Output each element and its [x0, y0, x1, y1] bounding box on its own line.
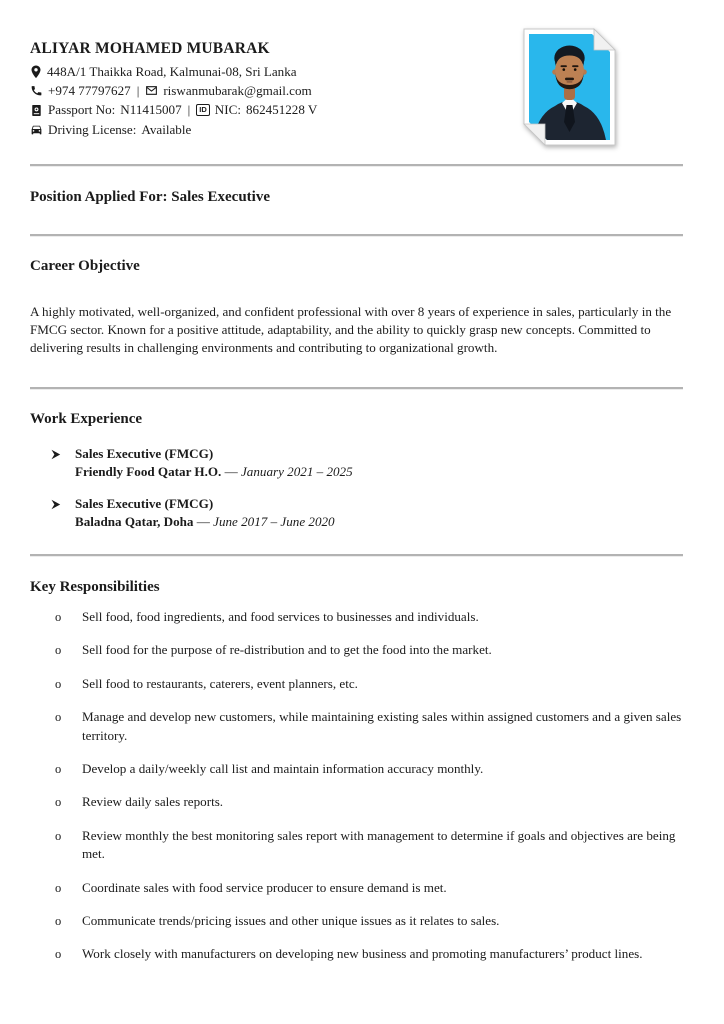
circle-bullet: o	[55, 762, 62, 777]
nic-number: 862451228 V	[245, 102, 318, 118]
work-experience-item	[30, 495, 670, 532]
circle-bullet: o	[55, 676, 62, 691]
work-experience-heading: Work Experience	[30, 411, 143, 427]
responsibility-text: Work closely with manufacturers on developing new business and promoting manufacturers’ product lines.	[82, 946, 643, 962]
key-responsibilities-list	[30, 608, 684, 979]
dash: —	[196, 514, 210, 530]
responsibility-item	[30, 879, 684, 897]
divider	[30, 387, 683, 389]
passport-number: N11415007	[120, 102, 182, 118]
location-pin-icon	[30, 65, 42, 79]
responsibility-text: Manage and develop new customers, while maintaining existing sales within assigned customers and a given sales territory.	[82, 709, 682, 743]
responsibility-text: Communicate trends/pricing issues and other unique issues as it relates to sales.	[82, 913, 500, 929]
responsibility-text: Develop a daily/weekly call list and maintain information accuracy monthly.	[82, 761, 484, 777]
circle-bullet: o	[55, 914, 62, 929]
phone-email-line	[30, 81, 317, 100]
separator: |	[136, 82, 140, 98]
position-applied-value: Sales Executive	[171, 189, 271, 205]
dates: June 2017 – June 2020	[213, 514, 335, 530]
header	[30, 40, 317, 139]
email-icon	[145, 84, 158, 97]
passport-icon	[30, 104, 43, 117]
driving-label: Driving License:	[48, 121, 137, 137]
phone-number: +974 77797627	[48, 82, 131, 98]
responsibility-item	[30, 708, 684, 745]
driving-license-line	[30, 120, 317, 139]
responsibility-item	[30, 793, 684, 811]
career-objective-heading: Career Objective	[30, 258, 140, 274]
company: Baladna Qatar, Doha	[75, 514, 194, 530]
career-objective-text: A highly motivated, well-organized, and confident professional with over 8 years of experience in sales, particularly in the FMCG sector. Known for a positive attitude, adaptability, and the ability to quickly grasp new concepts. Committed to delivering results in challenging environments and contributing to organizational growth.	[30, 304, 672, 356]
passport-label: Passport No:	[48, 102, 116, 118]
address-text: 448A/1 Thaikka Road, Kalmunai-08, Sri Lanka	[47, 63, 297, 79]
profile-photo	[521, 26, 618, 148]
driving-value: Available	[141, 121, 192, 137]
responsibility-item	[30, 641, 684, 659]
nic-label: NIC:	[214, 102, 241, 118]
responsibility-text: Sell food, food ingredients, and food services to businesses and individuals.	[82, 609, 479, 624]
divider	[30, 164, 683, 166]
work-experience-list	[30, 445, 670, 545]
job-company-dates	[75, 463, 670, 481]
divider	[30, 554, 683, 556]
circle-bullet: o	[55, 880, 62, 895]
company: Friendly Food Qatar H.O.	[75, 464, 222, 480]
arrow-bullet-icon	[51, 449, 61, 460]
divider	[30, 234, 683, 236]
circle-bullet: o	[55, 795, 62, 810]
responsibility-item	[30, 760, 684, 778]
responsibility-item	[30, 675, 684, 693]
responsibility-text: Coordinate sales with food service producer to ensure demand is met.	[82, 879, 447, 895]
dash: —	[224, 464, 238, 480]
circle-bullet: o	[55, 947, 62, 962]
phone-icon	[30, 84, 43, 97]
job-company-dates	[75, 513, 670, 531]
responsibility-item	[30, 945, 684, 963]
circle-bullet: o	[55, 828, 62, 843]
circle-bullet: o	[55, 643, 62, 658]
address-line	[30, 62, 317, 81]
position-applied-line	[30, 189, 270, 206]
car-icon	[30, 123, 43, 136]
job-title: Sales Executive (FMCG)	[75, 446, 214, 461]
circle-bullet: o	[55, 610, 62, 624]
arrow-bullet-icon	[51, 499, 61, 510]
position-applied-label: Position Applied For:	[30, 189, 168, 205]
passport-nic-line	[30, 101, 317, 120]
dates: January 2021 – 2025	[241, 464, 353, 480]
email-text: riswanmubarak@gmail.com	[163, 82, 312, 98]
key-responsibilities-heading: Key Responsibilities	[30, 579, 160, 595]
responsibility-text: Review daily sales reports.	[82, 794, 224, 810]
responsibility-item	[30, 912, 684, 930]
responsibility-text: Sell food to restaurants, caterers, event planners, etc.	[82, 675, 358, 691]
circle-bullet: o	[55, 710, 62, 725]
job-title: Sales Executive (FMCG)	[75, 495, 214, 511]
responsibility-item	[30, 608, 684, 626]
responsibility-text: Review monthly the best monitoring sales report with management to determine if goals and objectives are being met.	[82, 827, 676, 862]
separator: |	[187, 102, 191, 118]
work-experience-item	[30, 445, 670, 482]
responsibility-item	[30, 827, 684, 864]
candidate-name: ALIYAR MOHAMED MUBARAK	[30, 40, 270, 57]
responsibility-text: Sell food for the purpose of re-distribution and to get the food into the market.	[82, 642, 492, 658]
id-card-icon: ID	[196, 104, 210, 116]
